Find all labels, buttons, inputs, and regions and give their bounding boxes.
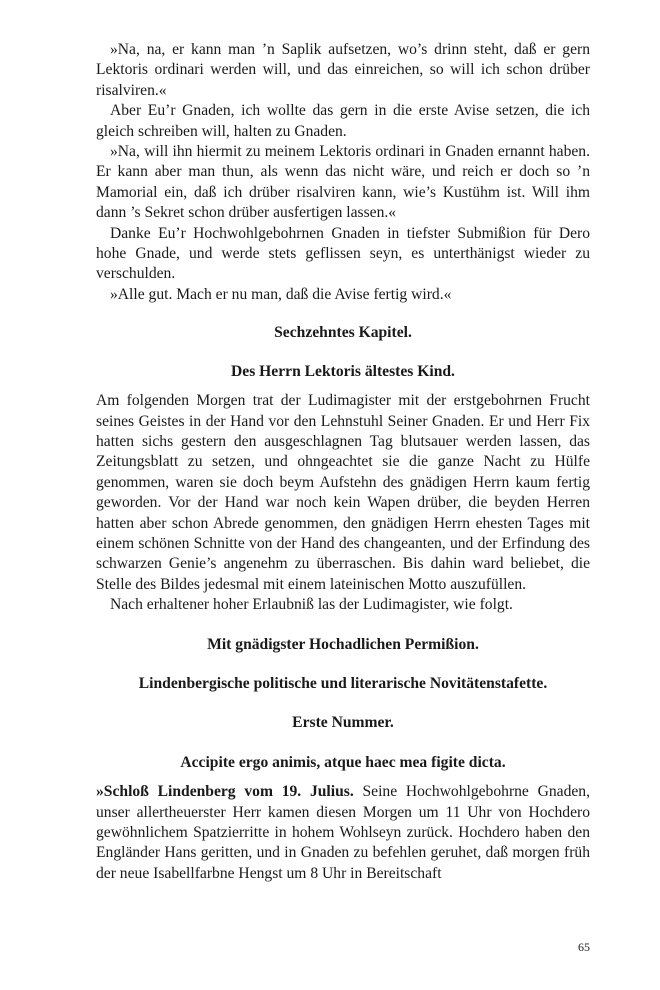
page-number: 65 [578,940,590,954]
heading-issue: Erste Nummer. [292,714,394,732]
paragraph: Nach erhaltener hoher Erlaubniß las der Ludimagister, wie folgt. [110,596,513,614]
paragraph: »Na, will ihn hiermit zu meinem Lektoris ordinari in Gnaden ernannt haben. Er kann aber man thun, als wenn das nicht wäre, und reich er doch so ’n Mamorial ein, daß ich drüber risalviren kann, wie’s Kustühm ist. Will ihm dann ’s Sekret schon drüber ausfertigen lassen.« [96,143,590,222]
paragraph: »Na, na, er kann man ’n Saplik aufsetzen, wo’s drinn steht, daß er gern Lektoris ordinari werden will, und das einreichen, so will ich schon drüber risalviren.« [96,41,590,99]
dateline: »Schloß Lindenberg vom 19. Julius. [96,783,354,801]
paragraph [96,782,590,884]
heading-motto: Accipite ergo animis, atque haec mea figite dicta. [180,753,506,771]
paragraph: »Alle gut. Mach er nu man, daß die Avise fertig wird.« [110,285,452,303]
chapter-number: Sechzehntes Kapitel. [274,324,412,342]
paragraph-text: Seine Hochwohlgebohrne Gnaden, unser allertheuerster Herr kamen diesen Morgen um 11 Uhr von Hochdero gewöhnlichem Spatzierritte in hohem Wohlseyn zurück. Hochdero haben den Engländer Hans geritten, und in Gnaden zu befehlen geruhet, daß morgen früh der neue Isabellfarbne Hengst um 8 Uhr in Bereitschaft [96,783,590,882]
paragraph: Danke Eu’r Hochwohlgebohrnen Gnaden in tiefster Submißion für Dero hohe Gnade, und werde stets geflissen seyn, es unterthänigst wieder zu verschulden. [96,224,590,283]
page-text [96,40,590,884]
paragraph: Aber Eu’r Gnaden, ich wollte das gern in die erste Avise setzen, die ich gleich schreiben will, halten zu Gnaden. [96,102,590,140]
paragraph: Am folgenden Morgen trat der Ludimagister mit der erstgebohrnen Frucht seines Geistes in der Hand vor den Lehnstuhl Seiner Gnaden. Er und Herr Fix hatten sichs gestern den ausgeschlagnen Tag blutsauer werden lassen, das Zeitungsblatt zu setzen, und ohngeachtet sie die ganze Nacht zu Hülfe genommen, waren sie doch beym Aufstehn des gnädigen Herrn kaum fertig geworden. Vor der Hand war noch kein Wapen drüber, die beyden Herren hatten aber schon Abrede genommen, den gnädigen Herrn ehesten Tages mit einem schönen Schnitte von der Hand des changeanten, und der Erfindung des schwarzen Genie’s angenehm zu überraschen. Bis dahin ward beliebet, die Stelle des Bildes jedesmal mit einem lateinischen Motto auszufüllen. [96,392,590,593]
heading-permission: Mit gnädigster Hochadlichen Permißion. [207,635,479,653]
heading-newspaper: Lindenbergische politische und literarische Novitätenstafette. [138,674,548,692]
chapter-title: Des Herrn Lektoris ältestes Kind. [231,362,455,380]
